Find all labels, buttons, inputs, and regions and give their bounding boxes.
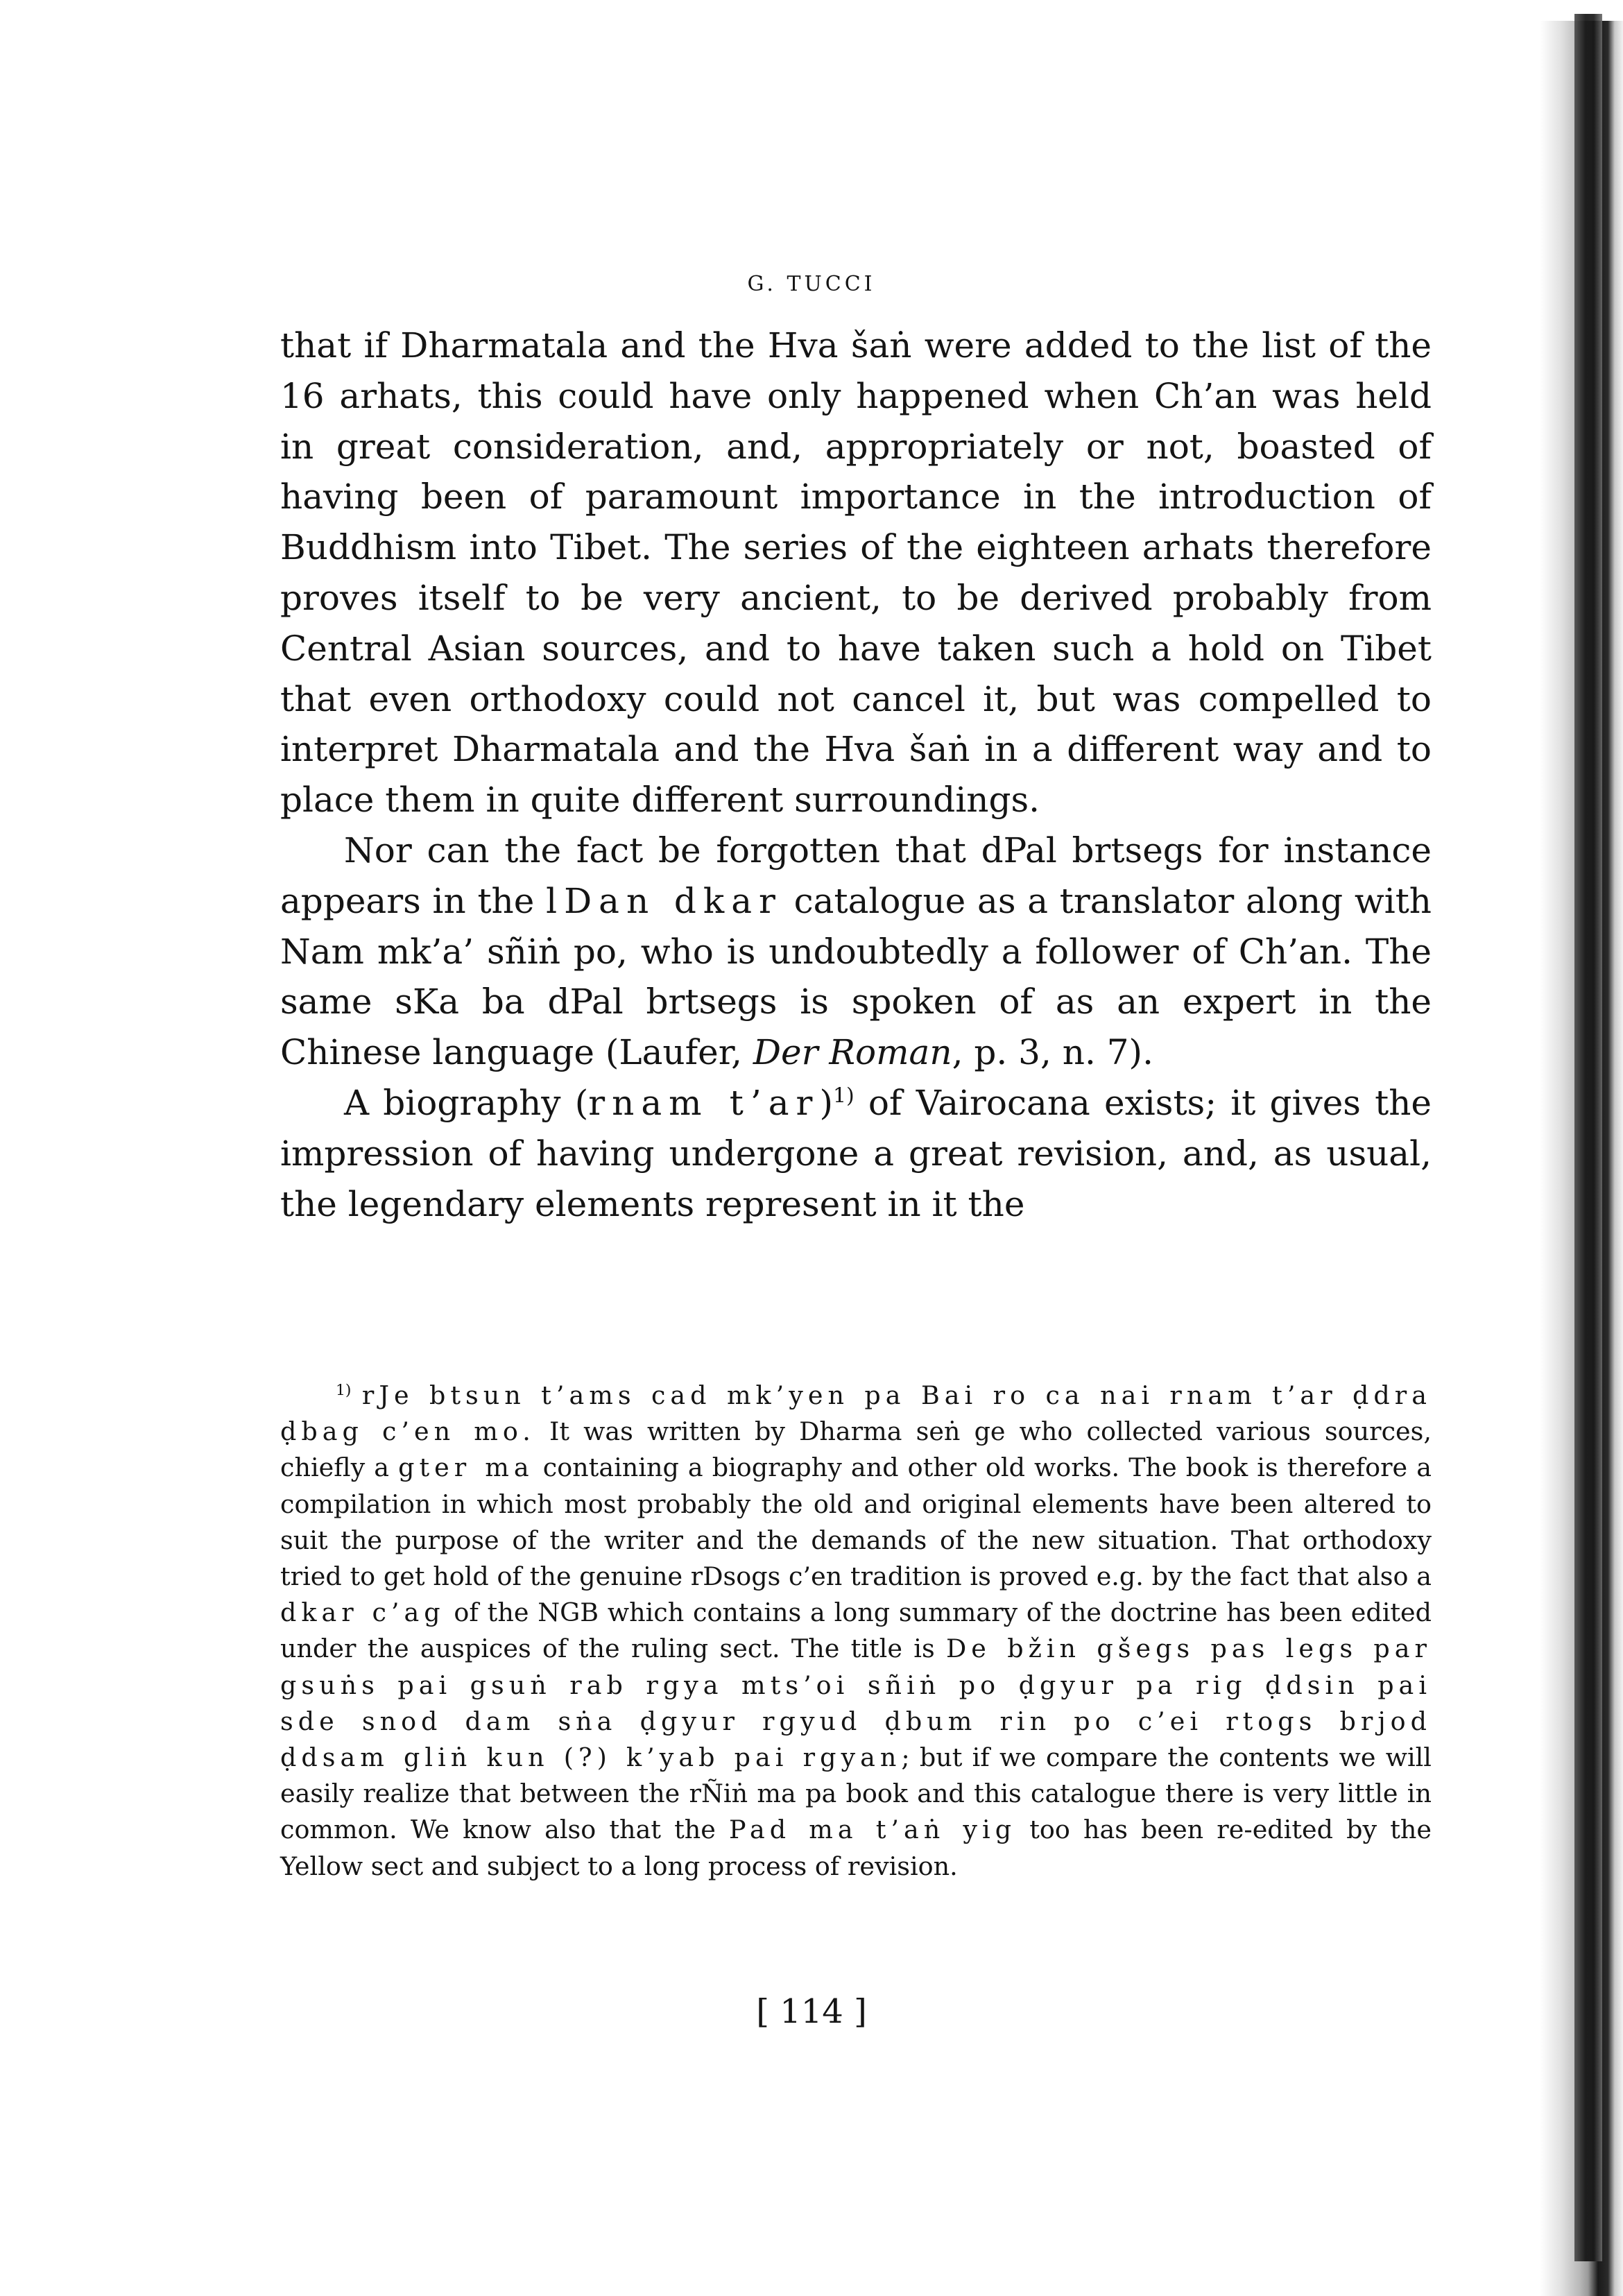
paragraph-1: that if Dharmatala and the Hva šaṅ were added to the list of the 16 arhats, this could have only happened when Ch’an was held in great consideration, and, appropriately or not, boasted of having been of paramount importance in the introduction of Buddhism into Tibet. The series of the eighteen arhats therefore proves itself to be very ancient, to be derived probably from Central Asian sources, and to have taken such a hold on Tibet that even orthodoxy could not cancel it, but was compelled to interpret Dharmatala and the Hva šaṅ in a different way and to place them in quite different surroundings.	[280, 325, 1432, 821]
footnote-title: rJe btsun t’ams cad mk’yen pa Bai ro ca nai rnam t’ar ḍdra ḍbag c’en mo.	[280, 1380, 1432, 1447]
paragraph-3: A biography (rnam t’ar)$^{1)}$ of Vairocana exists; it gives the impression of having undergone a great revision, and, as usual, the legendary elements represent in it the	[280, 1082, 1432, 1224]
main-text	[280, 320, 1432, 1229]
footnote-1: $^{1)}$ rJe btsun t’ams cad mk’yen pa Bai ro ca nai rnam t’ar ḍdra ḍbag c’en mo. It was written by Dharma seṅ ge who collected various sources, chiefly a gter ma containing a biography and other old works. The book is therefore a compilation in which most probably the old and original elements have been altered to suit the purpose of the writer and the demands of the new situation. That orthodoxy tried to get hold of the genuine rDsogs c’en tradition is proved e.g. by the fact that also a dkar c’ag of the NGB which contains a long summary of the doctrine has been edited under the auspices of the ruling sect. The title is De bžin gšegs pas legs par gsuṅs pai gsuṅ rab rgya mts’oi sñiṅ po ḍgyur pa rig ḍdsin pai sde snod dam sṅa ḍgyur rgyud ḍbum rin po c’ei rtogs brjod ḍdsam gliṅ kun (?) k’yab pai rgyan; but if we compare the contents we will easily realize that between the rÑiṅ ma pa book and this catalogue there is very little in common. We know also that the Pad ma t’aṅ yig too has been re-edited by the Yellow sect and subject to a long process of revision.	[280, 1380, 1432, 1881]
biography-term: rnam t’ar	[588, 1082, 820, 1123]
catalogue-title: lDan dkar	[546, 880, 782, 921]
page-number: [ 114 ]	[756, 1992, 867, 2031]
cited-work: Der Roman	[753, 1032, 952, 1073]
paragraph-2: Nor can the fact be forgotten that dPal brtsegs for instance appears in the lDan dkar catalogue as a translator along with Nam mk’a’ sñiṅ po, who is undoubtedly a follower of Ch’an. The same sKa ba dPal brtsegs is spoken of as an expert in the Chinese language (Laufer, Der Roman, p. 3, n. 7).	[280, 830, 1432, 1073]
footnotes	[280, 1378, 1432, 1885]
running-head: G. TUCCI	[747, 272, 876, 296]
footnote-marker: 1)	[336, 1381, 352, 1399]
book-gutter	[1574, 14, 1602, 2261]
footnote-reference: 1)	[832, 1083, 855, 1108]
